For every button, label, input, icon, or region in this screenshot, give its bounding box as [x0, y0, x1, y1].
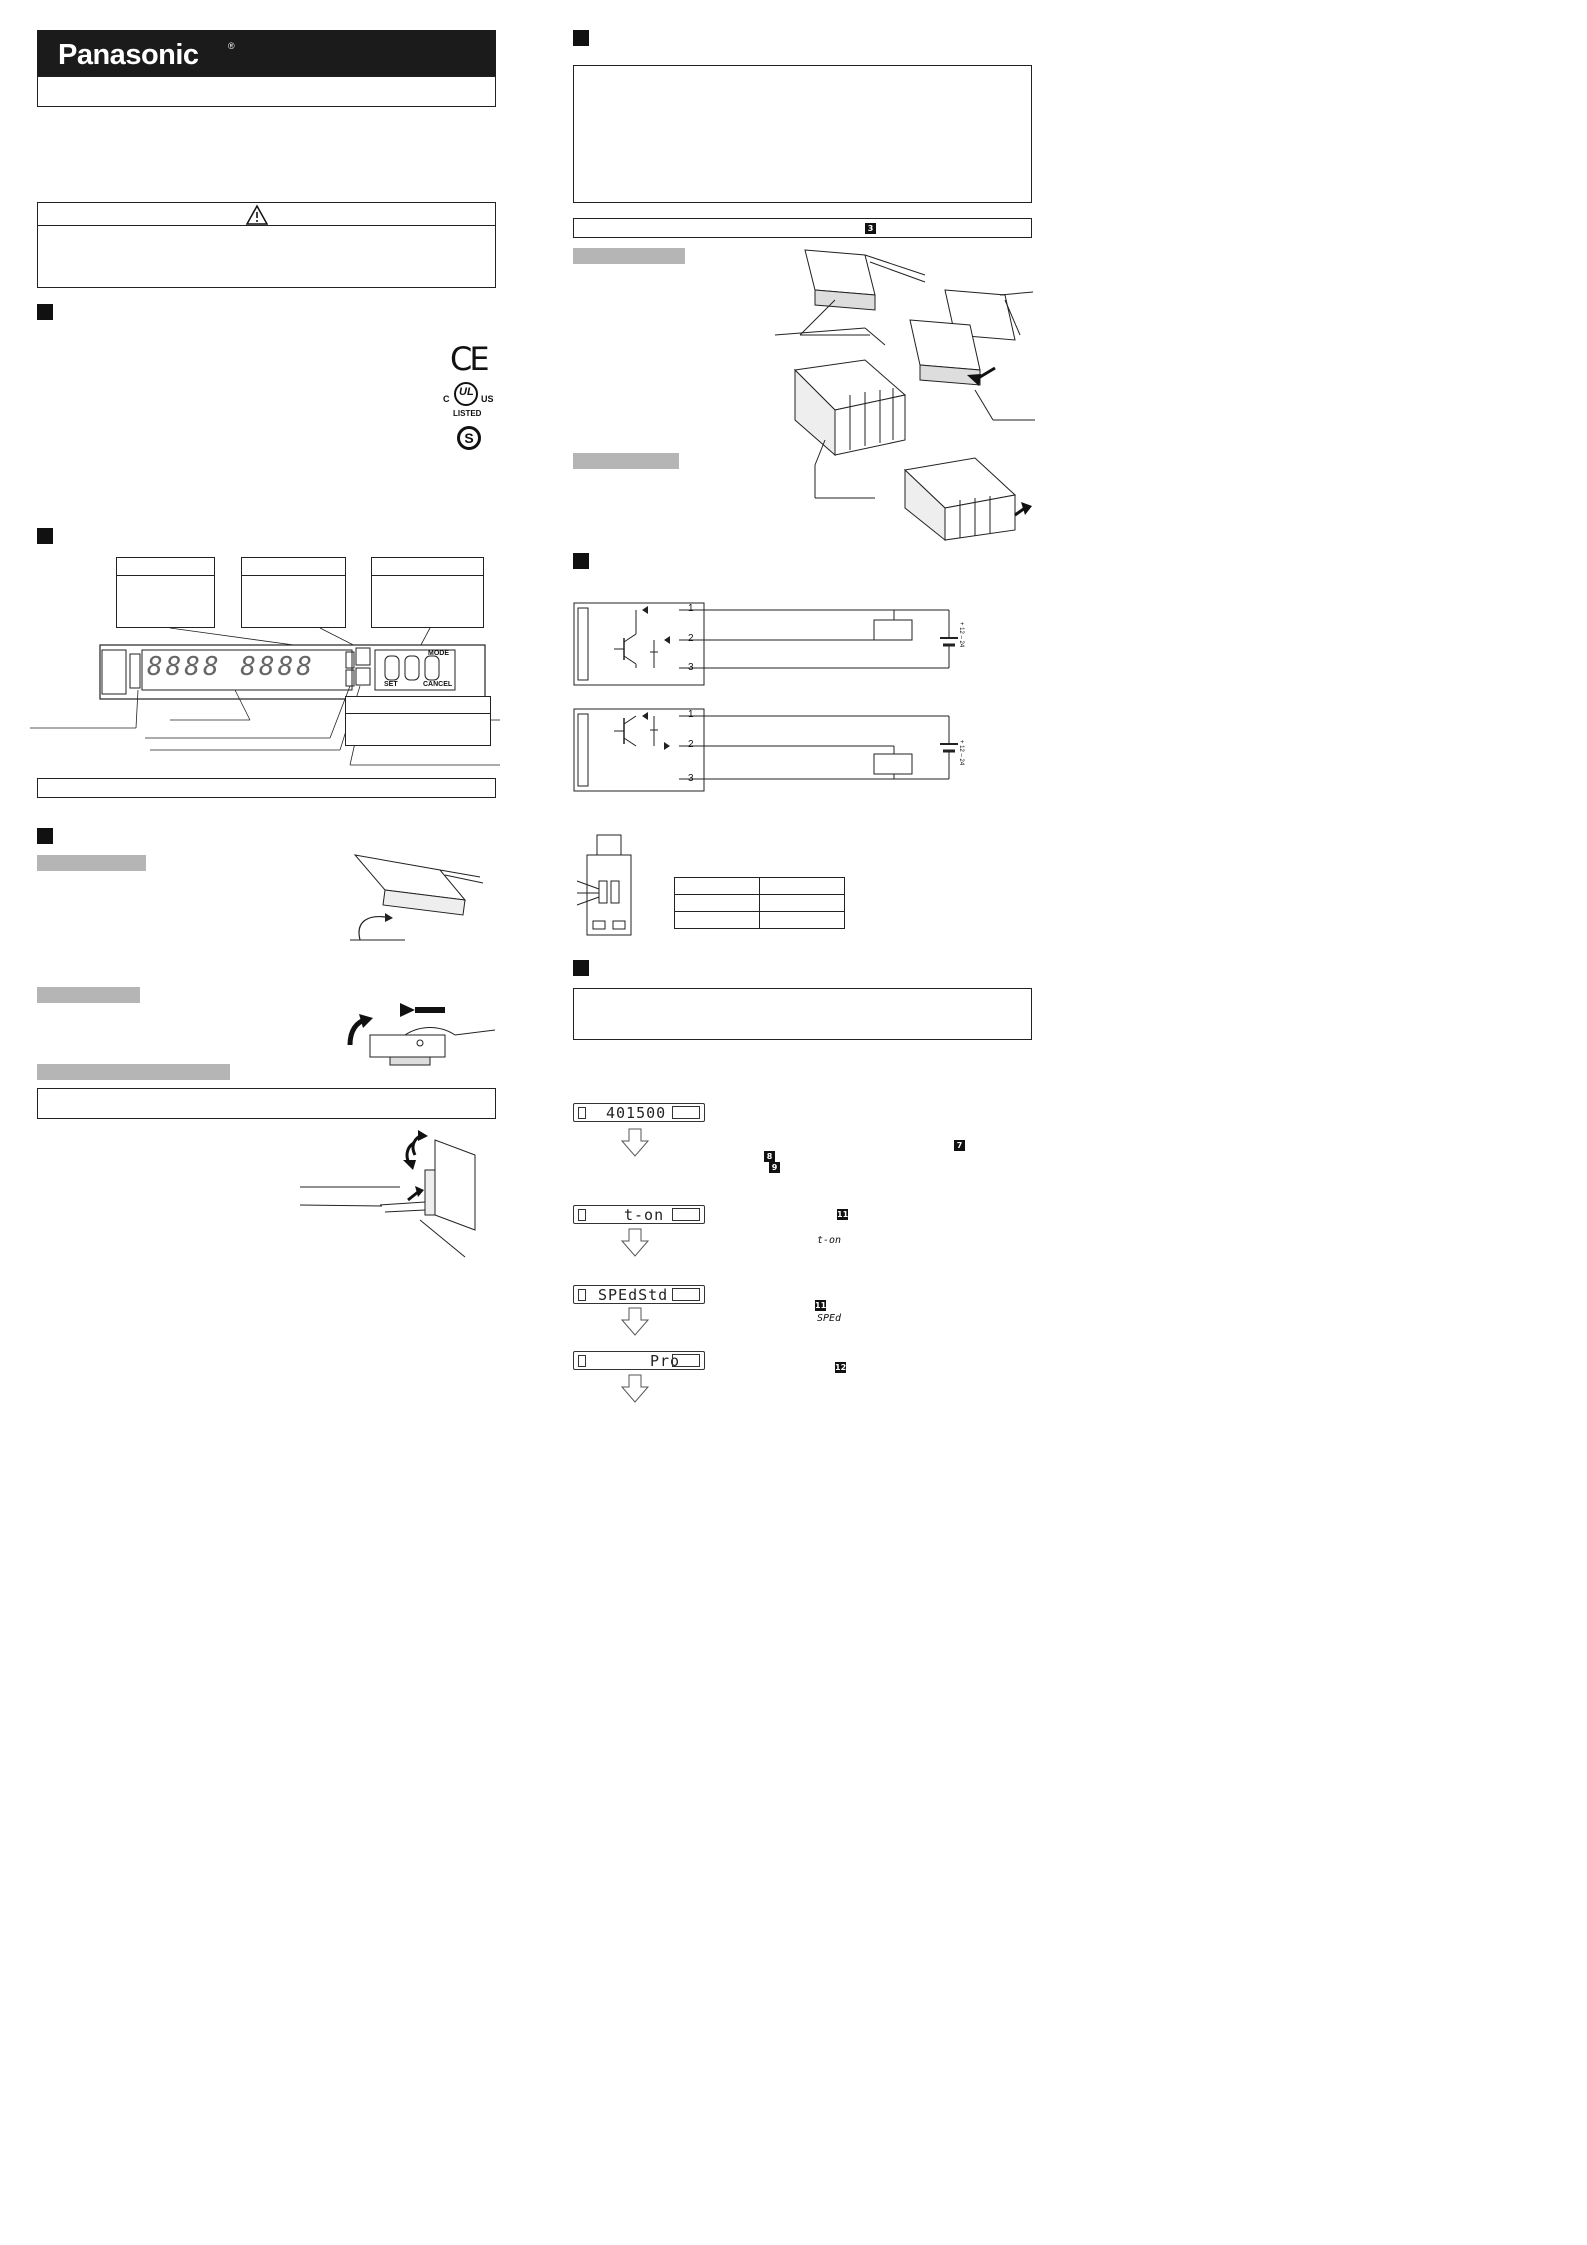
subheading-bar-5 [573, 453, 679, 469]
procedure-display-2 [573, 1205, 705, 1224]
info-box-procedure [573, 988, 1032, 1040]
mode-label: MODE [428, 650, 449, 657]
callout-box-3 [371, 557, 484, 628]
registered-mark: ® [228, 41, 235, 51]
s-mark [457, 426, 481, 450]
display-digits: 8888 8888 [147, 652, 315, 682]
down-arrow-3 [620, 1307, 650, 1337]
section-marker-3 [37, 828, 53, 844]
step-badge-7: 7 [954, 1140, 965, 1151]
terminal-b-2: 2 [688, 739, 694, 750]
mount-note-badge: 3 [865, 223, 876, 234]
cancel-label: CANCEL [423, 681, 453, 688]
callout-box-2 [241, 557, 346, 628]
terminal-a-1: 1 [688, 603, 694, 614]
down-arrow-1 [620, 1128, 650, 1158]
down-arrow-2 [620, 1228, 650, 1258]
lcd-left-indicator-icon [578, 1107, 586, 1119]
set-label: SET [384, 681, 398, 688]
table-row [675, 895, 845, 912]
warning-triangle-icon [246, 205, 268, 225]
connector-pinout-illustration [577, 833, 642, 938]
supply-a-label: + 12 – 24 [958, 622, 964, 648]
lcd-left-indicator-icon [578, 1209, 586, 1221]
step-badge-9: 9 [769, 1162, 780, 1173]
display-4-text: Pro [650, 1352, 681, 1370]
terminal-b-3: 3 [688, 773, 694, 784]
subheading-bar-2 [37, 987, 140, 1003]
note-bar-1 [37, 778, 496, 798]
note-bar-2 [37, 1088, 496, 1119]
step-badge-12: 12 [835, 1363, 847, 1372]
subheading-bar-1 [37, 855, 146, 871]
subheading-bar-4 [573, 248, 685, 264]
subheading-bar-3 [37, 1064, 230, 1080]
lcd-indicator-icon [672, 1288, 700, 1301]
callout-box-1 [116, 557, 215, 628]
display-3-text: SPEdStd [598, 1286, 669, 1304]
lcd-left-indicator-icon [578, 1289, 586, 1301]
lcd-indicator-icon [672, 1208, 700, 1221]
section-marker-6 [573, 960, 589, 976]
procedure-display-3 [573, 1285, 705, 1304]
callout-box-right [345, 696, 491, 746]
ul-mark-group [441, 380, 497, 424]
lcd-left-indicator-icon [578, 1355, 586, 1367]
cable-insertion-illustration [300, 1130, 485, 1265]
brand-logo: Panasonic [58, 39, 199, 71]
table-row [675, 912, 845, 929]
s-mark-letter: S [464, 430, 474, 446]
title-box [37, 76, 496, 107]
mount-note-bar [573, 218, 1032, 238]
brand-header [37, 30, 496, 77]
section-marker-4 [573, 30, 589, 46]
inline-display-t-on: t-on [817, 1235, 842, 1246]
terminal-a-2: 2 [688, 633, 694, 644]
ul-us-label: US [481, 394, 494, 404]
pinout-table [674, 877, 845, 929]
inline-display-sped: SPEd [817, 1313, 842, 1324]
ul-label: UL [459, 386, 474, 398]
lcd-indicator-icon [672, 1354, 700, 1367]
step-badge-8: 8 [764, 1151, 775, 1162]
terminal-a-3: 3 [688, 662, 694, 673]
warning-box [37, 202, 496, 288]
wiring-diagram-pnp [574, 704, 954, 804]
lcd-indicator-icon [672, 1106, 700, 1119]
ce-mark: CE [450, 340, 487, 378]
terminal-b-1: 1 [688, 709, 694, 720]
supply-b-label: + 12 – 24 [958, 740, 964, 766]
procedure-display-1 [573, 1103, 705, 1122]
removing-illustration [345, 1000, 505, 1075]
display-2-text: t-on [624, 1206, 665, 1224]
mounting-illustration-1 [345, 845, 485, 945]
ul-listed-label: LISTED [453, 409, 482, 418]
procedure-display-4 [573, 1351, 705, 1370]
section-marker-1 [37, 304, 53, 320]
section-marker-2 [37, 528, 53, 544]
step-badge-11a: 11 [837, 1210, 849, 1219]
table-row [675, 878, 845, 895]
section-marker-5 [573, 553, 589, 569]
display-1-text: 401500 [606, 1104, 667, 1122]
ul-c-label: C [443, 394, 450, 404]
warning-header-divider [38, 225, 495, 226]
din-rail-mounting-illustration [775, 240, 1035, 550]
down-arrow-4 [620, 1374, 650, 1404]
info-box-large [573, 65, 1032, 203]
wiring-diagram-npn [574, 598, 954, 698]
step-badge-11b: 11 [815, 1301, 827, 1310]
